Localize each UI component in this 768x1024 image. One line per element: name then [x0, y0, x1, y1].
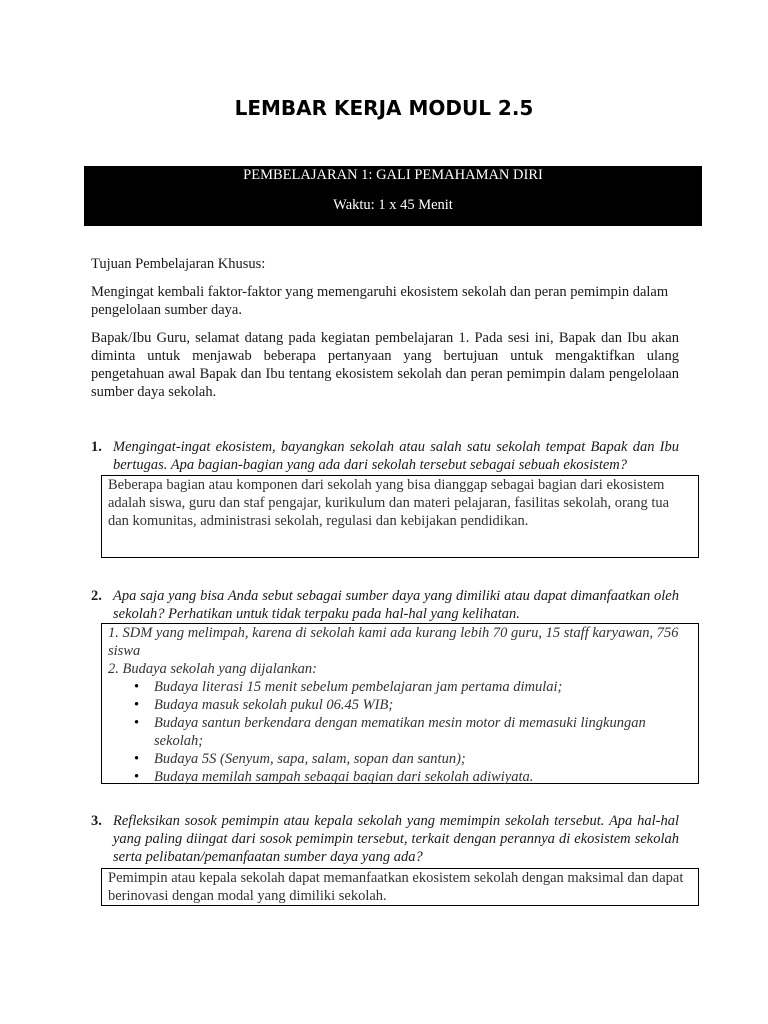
list-item: • Budaya 5S (Senyum, sapa, salam, sopan dan santun); — [108, 750, 692, 768]
answer-box-1[interactable] — [101, 475, 699, 558]
list-item: • Budaya memilah sampah sebagai bagian dari sekolah adiwiyata. — [108, 768, 692, 786]
question-1 — [91, 438, 679, 474]
answer-text: Pemimpin atau kepala sekolah dapat memanfaatkan ekosistem sekolah dengan maksimal dan dapat berinovasi dengan modal yang dimiliki sekolah. — [108, 870, 684, 904]
question-3 — [91, 812, 679, 866]
answer-line-budaya: 2. Budaya sekolah yang dijalankan: — [108, 661, 317, 677]
question-number: 3. — [91, 813, 102, 829]
answer-box-2[interactable] — [101, 623, 699, 784]
question-text: Mengingat-ingat ekosistem, bayangkan sekolah atau salah satu sekolah tempat Bapak dan Ibu bertugas. Apa bagian-bagian yang ada dari sekolah tersebut sebagai sebuah ekosistem? — [113, 439, 679, 473]
question-text: Refleksikan sosok pemimpin atau kepala sekolah yang memimpin sekolah tersebut. Apa hal-hal yang paling diingat dari sosok pemimpin tersebut, terkait dengan perannya di ekosistem sekolah serta pelibatan/pemanfaatan sumber daya yang ada? — [113, 813, 679, 865]
question-2 — [91, 587, 679, 623]
goal-label: Tujuan Pembelajaran Khusus: — [91, 256, 266, 272]
intro-paragraph: Bapak/Ibu Guru, selamat datang pada kegiatan pembelajaran 1. Pada sesi ini, Bapak dan Ibu akan diminta untuk menjawab beberapa pertanyaan yang bertujuan untuk mengaktifkan ulang pengetahuan awal Bapak dan Ibu tentang ekosistem sekolah dan peran pemimpin dalam pengelolaan sumber daya sekolah. — [91, 330, 679, 400]
section-banner — [84, 166, 702, 226]
list-item: • Budaya literasi 15 menit sebelum pembelajaran jam pertama dimulai; — [108, 678, 692, 696]
answer-text: Beberapa bagian atau komponen dari sekolah yang bisa dianggap sebagai bagian dari ekosistem adalah siswa, guru dan staf pengajar, kurikulum dan materi pelajaran, fasilitas sekolah, orang tua dan komunitas, administrasi sekolah, regulasi dan kebijakan pendidikan. — [108, 477, 670, 529]
question-number: 2. — [91, 588, 102, 604]
answer-line-sdm: 1. SDM yang melimpah, karena di sekolah kami ada kurang lebih 70 guru, 15 staff karyawan, 756 siswa — [108, 625, 679, 659]
question-text: Apa saja yang bisa Anda sebut sebagai sumber daya yang dimiliki atau dapat dimanfaatkan oleh sekolah? Perhatikan untuk tidak terpaku pada hal-hal yang kelihatan. — [113, 588, 679, 622]
banner-time: Waktu: 1 x 45 Menit — [333, 197, 453, 213]
list-item: • Budaya masuk sekolah pukul 06.45 WIB; — [108, 696, 692, 714]
budaya-list — [108, 678, 692, 786]
goal-text: Mengingat kembali faktor-faktor yang memengaruhi ekosistem sekolah dan peran pemimpin dalam pengelolaan sumber daya. — [91, 284, 669, 318]
page-title: LEMBAR KERJA MODUL 2.5 — [234, 96, 534, 120]
list-item: • Budaya santun berkendara dengan mematikan mesin motor di memasuki lingkungan sekolah; — [108, 714, 692, 750]
question-number: 1. — [91, 439, 102, 455]
banner-heading: PEMBELAJARAN 1: GALI PEMAHAMAN DIRI — [243, 167, 543, 183]
answer-box-3[interactable] — [101, 868, 699, 906]
